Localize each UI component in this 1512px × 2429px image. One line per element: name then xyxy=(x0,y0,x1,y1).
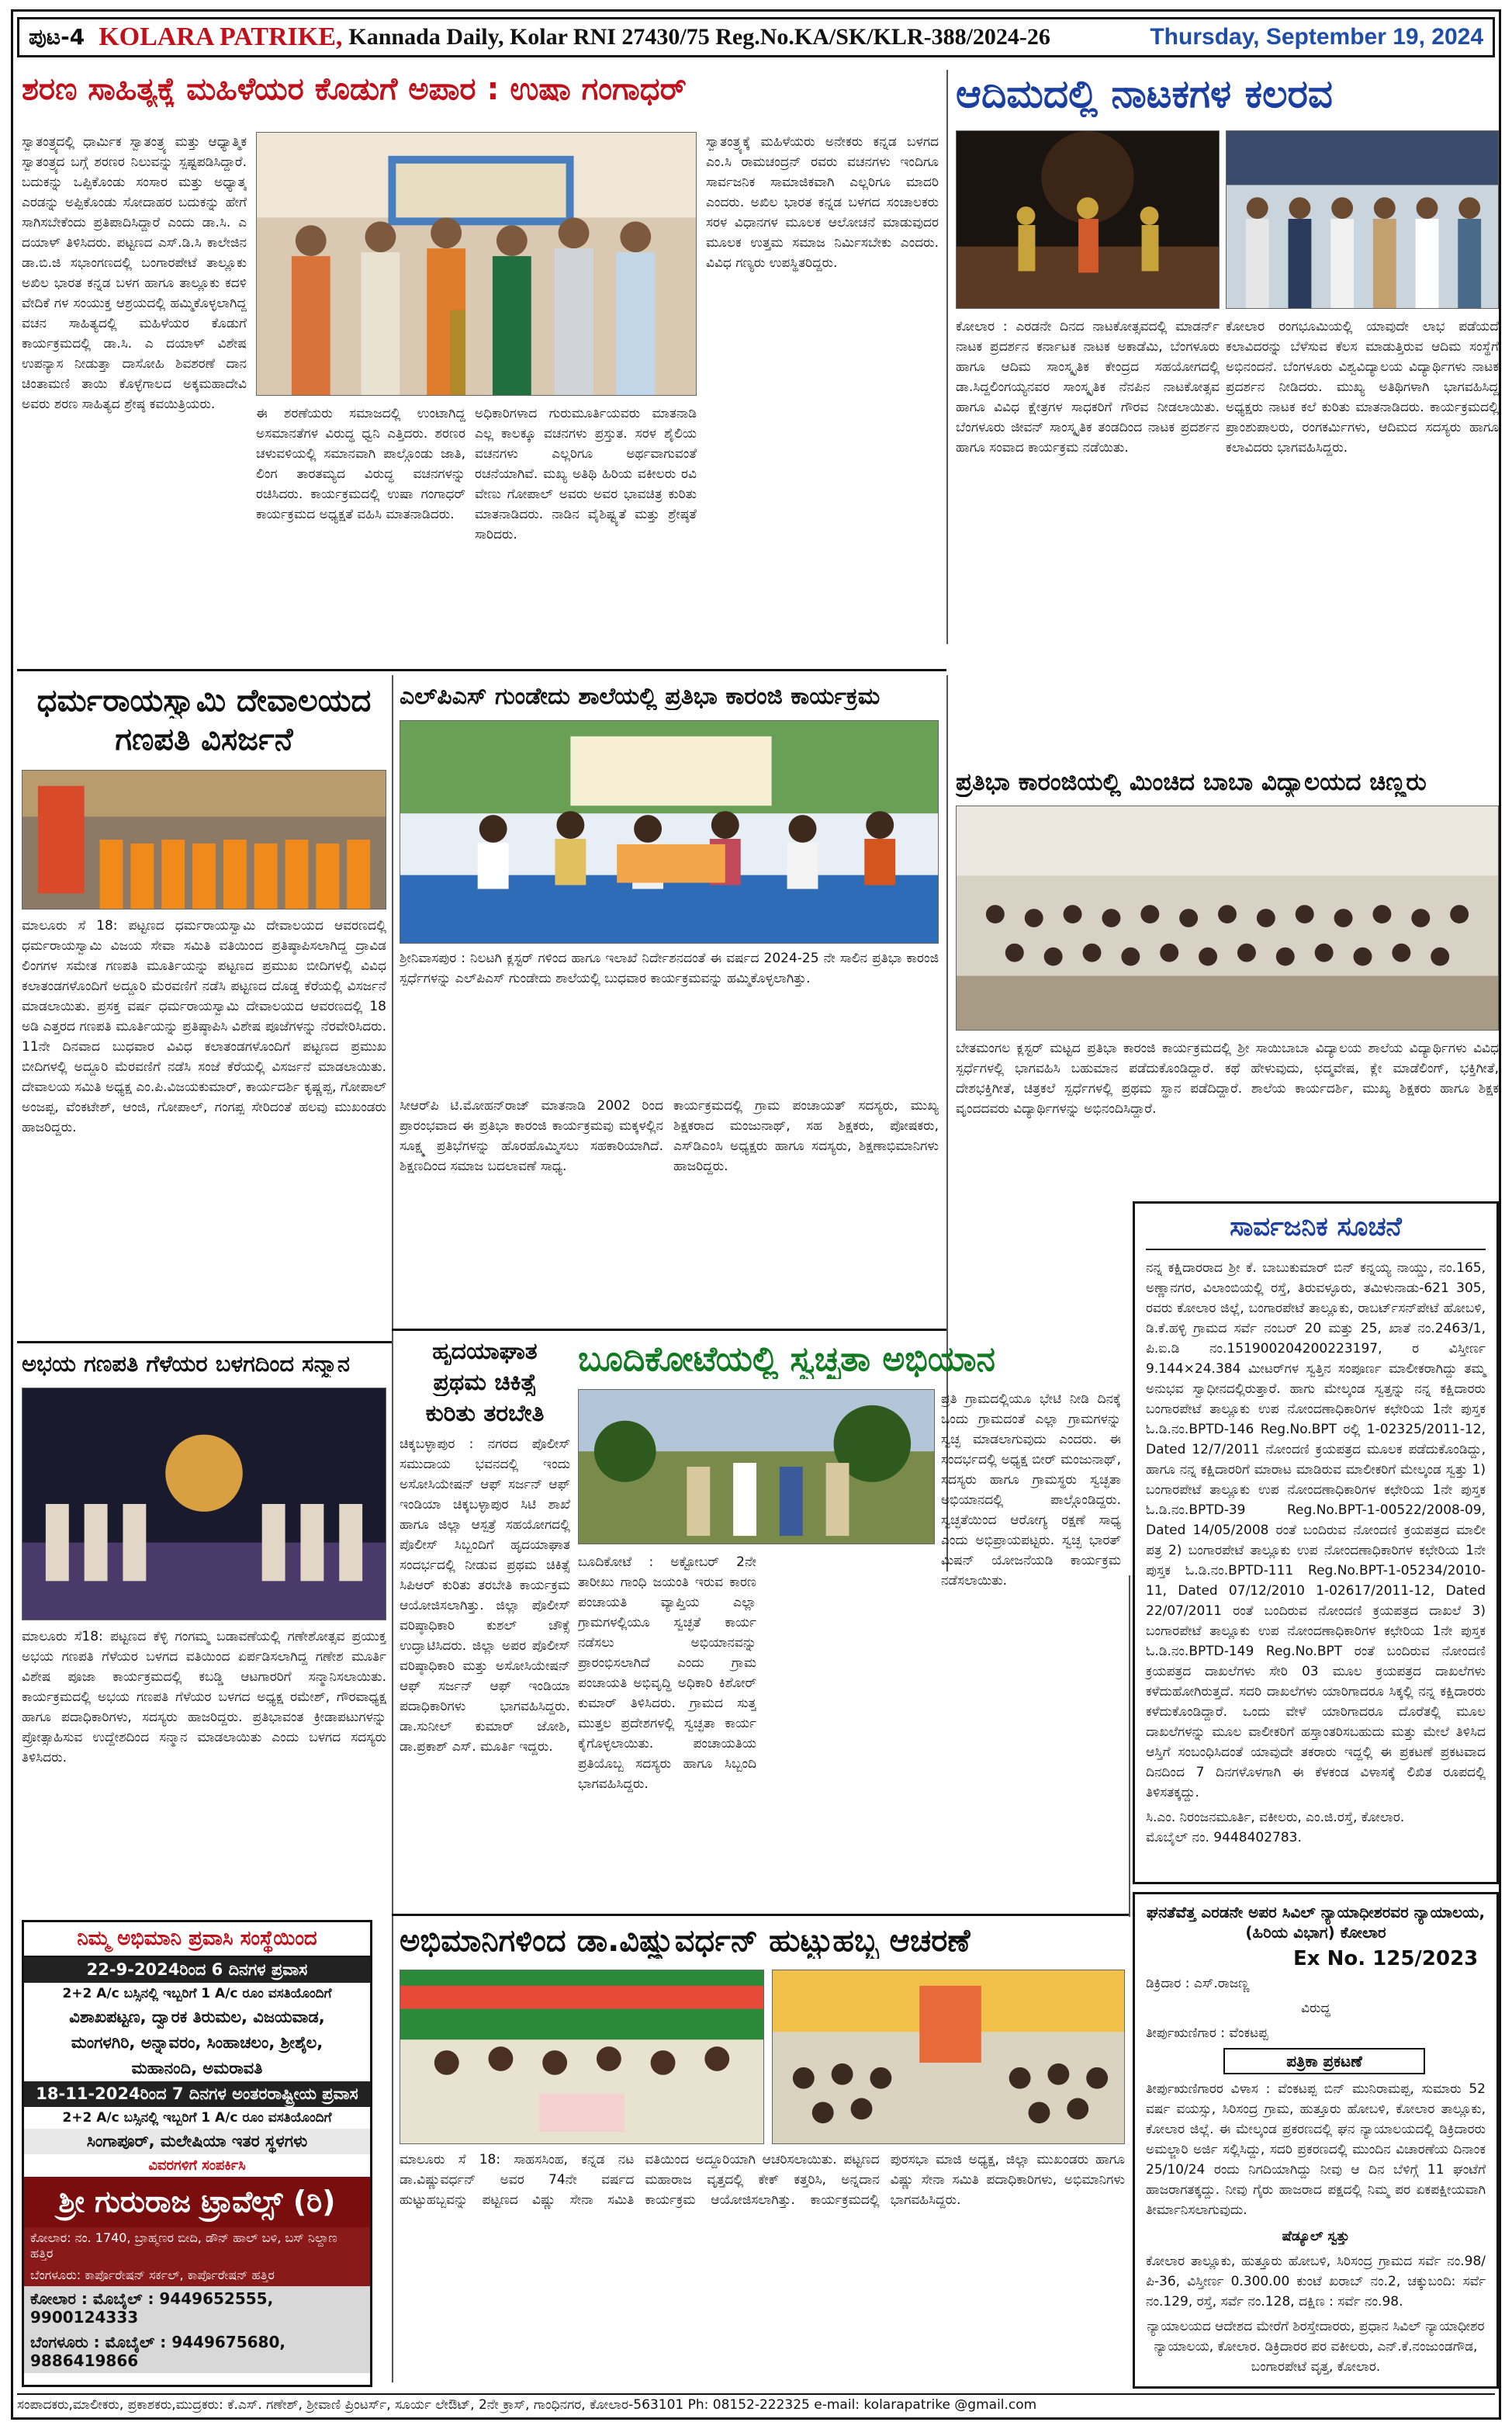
ad-agency-name: ಶ್ರೀ ಗುರುರಾಜ ಟ್ರಾವೆಲ್ಸ್ (ರಿ) xyxy=(24,2177,370,2227)
newspaper-registration: Kannada Daily, Kolar RNI 27430/75 Reg.No.KA/SK/KLR-388/2024-26 xyxy=(348,24,1050,50)
pratibha-headline: ಪ್ರತಿಭಾ ಕಾರಂಜಿಯಲ್ಲಿ ಮಿಂಚಿದ ಬಾಬಾ ವಿದ್ಯಾಲಯದ ಚಿಣ್ಣರು xyxy=(956,768,1427,796)
sharana-headline: ಶರಣ ಸಾಹಿತ್ಯಕ್ಕೆ ಮಹಿಳೆಯರ ಕೊಡುಗೆ ಅಪಾರ : ಉಷಾ ಗಂಗಾಧರ್ xyxy=(22,71,687,107)
vishnu-photo-cake xyxy=(400,1970,764,2144)
ad-trip2-sub: 2+2 A/c ಬಸ್ಸಿನಲ್ಲಿ ಇಬ್ಬರಿಗೆ 1 A/c ರೂಂ ವಸತಿಯೊಂದಿಗೆ xyxy=(62,2110,332,2126)
court-notice xyxy=(1133,1892,1499,2389)
aadimada-col2: ಕೋಲಾರ ರಂಗಭೂಮಿಯಲ್ಲಿ ಯಾವುದೇ ಲಾಭ ಪಡೆಯದೆ ಕಲಾವಿದರನ್ನು ಬೆಳೆಸುವ ಕೆಲಸ ಮಾಡುತ್ತಿರುವ ಆದಿಮ ಸಂಸ್ಥೆಗೆ ಅಭಿನಂದನೆ. ಬೆಂಗಳೂರು ವಿಶ್ವವಿದ್ಯಾಲಯ ವಿದ್ಯಾರ್ಥಿಗಳು ನಾಟಕ ಪ್ರದರ್ಶನ ನೀಡಿದರು. ಮುಖ್ಯ ಅತಿಥಿಗಳಾಗಿ ಭಾಗವಹಿಸಿದ್ದ ಅಧ್ಯಕ್ಷರು ನಾಟಕ ಕಲೆ ಕುರಿತು ಮಾತನಾಡಿದರು. ಕಾರ್ಯಕ್ರಮದಲ್ಲಿ ಪ್ರಾಂಶುಪಾಲರು, ರಂಗಕರ್ಮಿಗಳು, ಆದಿಮದ ಸದಸ್ಯರು ಹಾಗೂ ಕಲಾವಿದರು ಭಾಗವಹಿಸಿದ್ದರು. xyxy=(1226,319,1499,456)
column-divider xyxy=(946,70,948,644)
court-decree-holder: ಡಿಕ್ರಿದಾರ : ಎಸ್.ರಾಜಣ್ಣ xyxy=(1146,1976,1250,1991)
aadimada-guests-photo xyxy=(1226,130,1499,309)
court-order: ನ್ಯಾಯಾಲಯದ ಆದೇಶದ ಮೇರೆಗೆ ಶಿರಸ್ತೇದಾರರು, ಪ್ರಧಾನ ಸಿವಿಲ್ ನ್ಯಾಯಾಧೀಶರ ನ್ಯಾಯಾಲಯ, ಕೋಲಾರ. ಡಿಕ್ರಿದಾರರ ಪರ ವಕೀಲರು, ಎನ್.ಕೆ.ನಂಜುಂಡಗೌಡ, ಬಂಗಾರಪೇಟೆ ವೃತ್ತ, ಕೋಲಾರ. xyxy=(1147,2319,1485,2375)
elpies-col2: ಕಾರ್ಯಕ್ರಮದಲ್ಲಿ ಗ್ರಾಮ ಪಂಚಾಯತ್ ಸದಸ್ಯರು, ಮುಖ್ಯ ಶಿಕ್ಷಕರಾದ ಮಂಜುನಾಥ್, ಸಹ ಶಿಕ್ಷಕರು, ಪೋಷಕರು, ಎಸ್‌ಡಿಎಂಸಿ ಅಧ್ಯಕ್ಷರು ಹಾಗೂ ಸದಸ್ಯರು, ಶಿಕ್ಷಣಾಭಿಮಾನಿಗಳು ಹಾಜರಿದ್ದರು. xyxy=(673,1098,939,1174)
page-footer: ಸಂಪಾದಕರು,ಮಾಲೀಕರು, ಪ್ರಕಾಶಕರು,ಮುದ್ರಕರು: ಕೆ.ಎಸ್. ಗಣೇಶ್, ಶ್ರೀವಾಣಿ ಪ್ರಿಂಟರ್ಸ್, ಸೂರ್ಯ ಲೇಔಟ್, 2ನೇ ಕ್ರಾಸ್, ಗಾಂಧಿನಗರ, ಕೋಲಾರ-563101 Ph: 08152-222325 e-mail: kolarapatrike @gmail.com xyxy=(17,2393,1495,2415)
court-judgment-debtor: ತೀರ್ಪುಋಣಿಗಾರ : ವೆಂಕಟಪ್ಪ xyxy=(1146,2025,1268,2041)
page-number: ಪುಟ-4 xyxy=(29,24,85,50)
ad-trip1-place3: ಮಹಾನಂದಿ, ಅಮರಾವತಿ xyxy=(131,2059,263,2077)
hrudaya-headline-line2: ಪ್ರಥಮ ಚಿಕಿತ್ಸೆ xyxy=(433,1369,537,1396)
sharana-col4: ಸ್ವಾತಂತ್ರ್ಯಕ್ಕೆ ಮಹಿಳೆಯರು ಅನೇಕರು ಕನ್ನಡ ಬಳಗದ ಎಂ.ಸಿ ರಾಮಚಂದ್ರನ್ ರವರು ವಚನಗಳು ಇಂದಿಗೂ ಸಾರ್ವಜನಿಕ ಸಾಮಾಜಿಕವಾಗಿ ಎಲ್ಲರಿಗೂ ಮಾದರಿ ಎಂದರು. ಅಖಿಲ ಭಾರತ ಕನ್ನಡ ಬಳಗದ ಸಂಚಾಲಕರು ಸರಳ ವಿಧಾನಗಳ ಮೂಲಕ ಆಲೋಚನೆ ಮಾಡುವುದರ ಮೂಲಕ ಉತ್ತಮ ಸಮಾಜ ನಿರ್ಮಿಸಬೇಕು ಎಂದರು. ವಿವಿಧ ಗಣ್ಯರು ಉಪಸ್ಥಿತರಿದ್ದರು. xyxy=(706,134,939,271)
vishnu-body: ಮಾಲೂರು ಸೆ 18: ಸಾಹಸಸಿಂಹ, ಕನ್ನಡ ನಟ ಡಾ.ವಿಷ್ಣುವರ್ಧನ್ ಅವರ 74ನೇ ವರ್ಷದ ಹುಟ್ಟುಹಬ್ಬವನ್ನು ಪಟ್ಟಣದ ವಿಷ್ಣು ಸೇನಾ ಸಮಿತಿ ವತಿಯಿಂದ ಅದ್ದೂರಿಯಾಗಿ ಆಚರಿಸಲಾಯಿತು. ಪಟ್ಟಣದ ಮಹಾರಾಜ ವೃತ್ತದಲ್ಲಿ ಕೇಕ್ ಕತ್ತರಿಸಿ, ಅನ್ನದಾನ ಕಾರ್ಯಕ್ರಮ ಆಯೋಜಿಸಲಾಗಿತ್ತು. ಕಾರ್ಯಕ್ರಮದಲ್ಲಿ ಪುರಸಭಾ ಮಾಜಿ ಅಧ್ಯಕ್ಷ, ಜಿಲ್ಲಾ ಮುಖಂಡರು ಹಾಗೂ ವಿಷ್ಣು ಸೇನಾ ಸಮಿತಿ ಪದಾಧಿಕಾರಿಗಳು, ಅಭಿಮಾನಿಗಳು ಭಾಗವಹಿಸಿದ್ದರು. xyxy=(400,2152,1125,2208)
ad-phone-bengaluru: ಬೆಂಗಳೂರು : ಮೊಬೈಲ್ : 9449675680, 9886419866 xyxy=(24,2330,370,2373)
elpies-col1: ಸೀಆರ್‌ಪಿ ಟಿ.ಮೋಹನ್‌ರಾಜ್ ಮಾತನಾಡಿ 2002 ರಿಂದ ಪ್ರಾರಂಭವಾದ ಈ ಪ್ರತಿಭಾ ಕಾರಂಜಿ ಕಾರ್ಯಕ್ರಮವು ಮಕ್ಕಳಲ್ಲಿನ ಸೂಕ್ಷ್ಮ ಪ್ರತಿಭೆಗಳನ್ನು ಹೊರಹೊಮ್ಮಿಸಲು ಸಹಕಾರಿಯಾಗಿದೆ. ಶಿಕ್ಷಣದಿಂದ ಸಮಾಜ ಬದಲಾವಣೆ ಸಾಧ್ಯ. xyxy=(400,1098,663,1174)
row-divider xyxy=(17,669,946,671)
dharmaraya-headline-line1: ಧರ್ಮರಾಯಸ್ವಾಮಿ ದೇವಾಲಯದ xyxy=(36,683,372,719)
issue-date: Thursday, September 19, 2024 xyxy=(1150,24,1483,50)
sharana-col2: ಈ ಶರಣೆಯರು ಸಮಾಜದಲ್ಲಿ ಉಂಟಾಗಿದ್ದ ಅಸಮಾನತೆಗಳ ವಿರುದ್ಧ ಧ್ವನಿ ಎತ್ತಿದರು. ಶರಣರ ಚಳುವಳಿಯಲ್ಲಿ ಸಮಾನವಾಗಿ ಪಾಲ್ಗೊಂಡು ಜಾತಿ, ಲಿಂಗ ತಾರತಮ್ಯದ ವಿರುದ್ಧ ವಚನಗಳನ್ನು ರಚಿಸಿದರು. ಕಾರ್ಯಕ್ರಮದಲ್ಲಿ ಉಷಾ ಗಂಗಾಧರ್ ಕಾರ್ಯಕ್ರಮದ ಅಧ್ಯಕ್ಷತೆ ವಹಿಸಿ ಮಾತನಾಡಿದರು. xyxy=(256,406,465,522)
ad-address-kolar: ಕೋಲಾರ: ನಂ. 1740, ಬ್ರಾಹ್ಮಣರ ಬೀದಿ, ಡೌನ್ ಹಾಲ್ ಬಳಿ, ಬಸ್ ನಿಲ್ದಾಣ ಹತ್ತಿರ xyxy=(24,2227,370,2264)
ad-trip1-date: 22-9-2024ರಿಂದ 6 ದಿನಗಳ ಪ್ರವಾಸ xyxy=(24,1957,370,1983)
public-notice-title: ಸಾರ್ವಜನಿಕ ಸೂಚನೆ xyxy=(1146,1211,1486,1250)
abhaya-body: ಮಾಲೂರು ಸೆ18: ಪಟ್ಟಣದ ಕೆಳ್ಳಿ ಗಂಗಮ್ಮ ಬಡಾವಣೆಯಲ್ಲಿ ಗಣೇಶೋತ್ಸವ ಪ್ರಯುಕ್ತ ಅಭಯ ಗಣಪತಿ ಗೆಳೆಯರ ಬಳಗದ ವತಿಯಿಂದ ಏರ್ಪಡಿಸಲಾಗಿದ್ದ ಗಣೇಶ ಮೂರ್ತಿ ವಿಶೇಷ ಪೂಜಾ ಕಾರ್ಯಕ್ರಮದಲ್ಲಿ ಕಬಡ್ಡಿ ಆಟಗಾರರಿಗೆ ಸನ್ಮಾನಿಸಲಾಯಿತು. ಕಾರ್ಯಕ್ರಮದಲ್ಲಿ ಅಭಯ ಗಣಪತಿ ಗೆಳೆಯರ ಬಳಗದ ಅಧ್ಯಕ್ಷ ರಮೇಶ್, ಗೌರವಾಧ್ಯಕ್ಷ ಹಾಗೂ ಪದಾಧಿಕಾರಿಗಳು, ಸದಸ್ಯರು ಹಾಜರಿದ್ದರು. ಪ್ರತಿಭಾವಂತ ಕ್ರೀಡಾಪಟುಗಳನ್ನು ಪ್ರೋತ್ಸಾಹಿಸುವ ಉದ್ದೇಶದಿಂದ ಸನ್ಮಾನ ಮಾಡಲಾಯಿತು ಎಂದು ಬಳಗದ ಸದಸ್ಯರು ತಿಳಿಸಿದರು. xyxy=(22,1629,386,1765)
aadimada-stage-photo xyxy=(956,130,1220,309)
ad-contact-label: ವಿವರಗಳಿಗೆ ಸಂಪರ್ಕಿಸಿ xyxy=(148,2157,246,2174)
ad-trip1-sub: 2+2 A/c ಬಸ್ಸಿನಲ್ಲಿ ಇಬ್ಬರಿಗೆ 1 A/c ರೂಂ ವಸತಿಯೊಂದಿಗೆ xyxy=(62,1986,332,2001)
masthead xyxy=(17,17,1495,57)
ad-top-line: ನಿಮ್ಮ ಅಭಿಮಾನಿ ಪ್ರವಾಸಿ ಸಂಸ್ಥೆಯಿಂದ xyxy=(24,1922,370,1957)
pratibha-photo xyxy=(956,806,1499,1031)
travel-advertisement xyxy=(22,1920,372,2387)
aadimada-headline: ಆದಿಮದಲ್ಲಿ ನಾಟಕಗಳ ಕಲರವ xyxy=(956,71,1334,116)
hrudaya-headline-line1: ಹೃದಯಾಘಾತ xyxy=(432,1338,538,1365)
row-divider xyxy=(17,1341,392,1343)
elpies-headline: ಎಲ್‌ಪಿಎಸ್ ಗುಂಡೇದು ಶಾಲೆಯಲ್ಲಿ ಪ್ರತಿಭಾ ಕಾರಂಜಿ ಕಾರ್ಯಕ್ರಮ xyxy=(400,683,881,710)
pratibha-body: ಬೇತಮಂಗಲ ಕ್ಲಸ್ಟರ್ ಮಟ್ಟದ ಪ್ರತಿಭಾ ಕಾರಂಜಿ ಕಾರ್ಯಕ್ರಮದಲ್ಲಿ ಶ್ರೀ ಸಾಯಿಬಾಬಾ ವಿದ್ಯಾಲಯ ಶಾಲೆಯ ವಿದ್ಯಾರ್ಥಿಗಳು ವಿವಿಧ ಸ್ಪರ್ಧೆಗಳಲ್ಲಿ ಭಾಗವಹಿಸಿ ಬಹುಮಾನ ಪಡೆದುಕೊಂಡಿದ್ದಾರೆ. ಕಥೆ ಹೇಳುವುದು, ಛದ್ಮವೇಷ, ಕ್ಲೇ ಮಾಡೆಲಿಂಗ್, ಭಕ್ತಿಗೀತೆ, ದೇಶಭಕ್ತಿಗೀತೆ, ಚಿತ್ರಕಲೆ ಸ್ಪರ್ಧೆಗಳಲ್ಲಿ ಪ್ರಥಮ ಸ್ಥಾನ ಪಡೆದಿದ್ದಾರೆ. ಶಾಲೆಯ ಕಾರ್ಯದರ್ಶಿ, ಮುಖ್ಯ ಶಿಕ್ಷಕರು ಹಾಗೂ ಶಿಕ್ಷಕ ವೃಂದದವರು ವಿದ್ಯಾರ್ಥಿಗಳನ್ನು ಅಭಿನಂದಿಸಿದ್ದಾರೆ. xyxy=(956,1041,1499,1117)
court-schedule-label: ಷೆಡ್ಯೂಲ್ ಸ್ವತ್ತು xyxy=(1282,2229,1350,2244)
sharana-photo xyxy=(256,132,697,396)
public-notice-signature: ಸಿ.ಎಂ. ನಿರಂಜನಮೂರ್ತಿ, ವಕೀಲರು, ಎಂ.ಜಿ.ರಸ್ತೆ, ಕೋಲಾರ. xyxy=(1146,1810,1405,1825)
abhaya-photo xyxy=(22,1388,386,1620)
newspaper-name: KOLARA PATRIKE, xyxy=(99,23,343,51)
dharmaraya-body: ಮಾಲೂರು ಸೆ 18: ಪಟ್ಟಣದ ಧರ್ಮರಾಯಸ್ವಾಮಿ ದೇವಾಲಯದ ಆವರಣದಲ್ಲಿ ಧರ್ಮರಾಯಸ್ವಾಮಿ ವಿಜಯ ಸೇವಾ ಸಮಿತಿ ವತಿಯಿಂದ ಪ್ರತಿಷ್ಠಾಪಿಸಲಾಗಿದ್ದ ದ್ರಾವಿಡ ಲಿಂಗಗಳ ಸಮೇತ ಗಣಪತಿ ಮೂರ್ತಿಯನ್ನು ಪಟ್ಟಣದ ಪ್ರಮುಖ ಬೀದಿಗಳಲ್ಲಿ ವಿವಿಧ ಕಲಾತಂಡಗಳೊಂದಿಗೆ ಅದ್ದೂರಿ ಮೆರವಣಿಗೆ ನಡೆಸಿ ಪಟ್ಟಣದ ದೊಡ್ಡ ಕೆರೆಯಲ್ಲಿ ವಿಸರ್ಜನೆ ಮಾಡಲಾಯಿತು. ಪ್ರಸಕ್ತ ವರ್ಷ ಧರ್ಮರಾಯಸ್ವಾಮಿ ದೇವಾಲಯದ ಆವರಣದಲ್ಲಿ 18 ಅಡಿ ಎತ್ತರದ ಗಣಪತಿ ಮೂರ್ತಿಯನ್ನು ಪ್ರತಿಷ್ಠಾಪಿಸಿ ವಿಶೇಷ ಪೂಜೆಗಳನ್ನು ನೆರವೇರಿಸಿದರು. 11ನೇ ದಿನವಾದ ಬುಧವಾರ ವಿವಿಧ ಕಲಾತಂಡಗಳೊಂದಿಗೆ ಪಟ್ಟಣದ ಪ್ರಮುಖ ಬೀದಿಗಳಲ್ಲಿ ಅದ್ದೂರಿ ಮೆರವಣಿಗೆ ನಡೆಸಿ ಸಂಜೆ ಕೆರೆಯಲ್ಲಿ ವಿಸರ್ಜನೆ ಮಾಡಲಾಯಿತು. ದೇವಾಲಯ ಸಮಿತಿ ಅಧ್ಯಕ್ಷ ಎಂ.ಪಿ.ವಿಜಯಕುಮಾರ್, ಕಾರ್ಯದರ್ಶಿ ಕೃಷ್ಣಪ್ಪ, ಗೋಪಾಲ್ ಅಂಜಪ್ಪ, ವೆಂಕಟೇಶ್, ಆಂಜಿ, ಗೋಪಾಲ್, ಗಂಗಪ್ಪ ಸೇರಿದಂತೆ ಹಲವು ಮುಖಂಡರು ಹಾಜರಿದ್ದರು. xyxy=(22,918,386,1135)
boodikote-headline: ಬೂದಿಕೋಟೆಯಲ್ಲಿ ಸ್ವಚ್ಛತಾ ಅಭಿಯಾನ xyxy=(578,1339,995,1379)
vishnu-headline: ಅಭಿಮಾನಿಗಳಿಂದ ಡಾ.ವಿಷ್ಣುವರ್ಧನ್ ಹುಟ್ಟುಹಬ್ಬ ಆಚರಣೆ xyxy=(400,1923,971,1959)
column-divider xyxy=(1129,1575,1130,1917)
court-schedule: ಕೋಲಾರ ತಾಲ್ಲೂಕು, ಹುತ್ತೂರು ಹೋಬಳಿ, ಸಿರಿಸಂದ್ರ ಗ್ರಾಮದ ಸರ್ವೆ ನಂ.98/ಪಿ-36, ವಿಸ್ತೀರ್ಣ 0.300.00 ಕುಂಟೆ ಖರಾಬ್ ನಂ.2, ಚಕ್ಕುಬಂದಿ: ಸರ್ವೆ ನಂ.129, ರಸ್ತೆ, ಸರ್ವೆ ನಂ.128, ದಕ್ಷಿಣ : ಸರ್ವೆ ನಂ.98. xyxy=(1146,2254,1486,2309)
row-divider xyxy=(392,1914,1129,1916)
elpies-caption: ಶ್ರೀನಿವಾಸಪುರ : ನಿಲಟಗಿ ಕ್ಲಸ್ಟರ್ ಗಳಿಂದ ಹಾಗೂ ಇಲಾಖೆ ನಿರ್ದೇಶನದಂತೆ ಈ ವರ್ಷದ 2024-25 ನೇ ಸಾಲಿನ ಪ್ರತಿಭಾ ಕಾರಂಜಿ ಸ್ಪರ್ಧೆಗಳನ್ನು ಎಲ್‌ಪಿಎಸ್ ಗುಂಡೇದು ಶಾಲೆಯಲ್ಲಿ ಬುಧವಾರ ಕಾರ್ಯಕ್ರಮವನ್ನು ಹಮ್ಮಿಕೊಳ್ಳಲಾಗಿತ್ತು. xyxy=(400,951,939,986)
hrudaya-headline-line3: ಕುರಿತು ತರಬೇತಿ xyxy=(425,1400,545,1427)
boodikote-col1: ಬೂದಿಕೋಟೆ : ಅಕ್ಟೋಬರ್ 2ನೇ ತಾರೀಖು ಗಾಂಧಿ ಜಯಂತಿ ಇರುವ ಕಾರಣ ಪಂಚಾಯತಿ ವ್ಯಾಪ್ತಿಯ ಎಲ್ಲಾ ಗ್ರಾಮಗಳಲ್ಲಿಯೂ ಸ್ವಚ್ಛತೆ ಕಾರ್ಯ ನಡೆಸಲು ಅಭಿಯಾನವನ್ನು ಪ್ರಾರಂಭಿಸಲಾಗಿದೆ ಎಂದು ಗ್ರಾಮ ಪಂಚಾಯತಿ ಅಭಿವೃದ್ಧಿ ಅಧಿಕಾರಿ ಕಿಶೋರ್ ಕುಮಾರ್ ತಿಳಿಸಿದರು. ಗ್ರಾಮದ ಸುತ್ತ ಮುತ್ತಲ ಪ್ರದೇಶಗಳಲ್ಲಿ ಸ್ವಚ್ಛತಾ ಕಾರ್ಯ ಕೈಗೊಳ್ಳಲಾಯಿತು. ಪಂಚಾಯತಿಯ ಪ್ರತಿಯೊಬ್ಬ ಸದಸ್ಯರು ಹಾಗೂ ಸಿಬ್ಬಂದಿ ಭಾಗವಹಿಸಿದ್ದರು. xyxy=(578,1554,756,1792)
row-divider xyxy=(392,1329,946,1331)
sharana-col1: ಸ್ವಾತಂತ್ರ್ಯದಲ್ಲಿ ಧಾರ್ಮಿಕ ಸ್ವಾತಂತ್ರ್ಯ ಮತ್ತು ಆಧ್ಯಾತ್ಮಿಕ ಸ್ವಾತಂತ್ರ್ಯದ ಬಗ್ಗೆ ಶರಣರ ನಿಲುವನ್ನು ಸ್ಪಷ್ಟಪಡಿಸಿದ್ದಾರೆ. ಬದುಕನ್ನು ಒಪ್ಪಿಕೊಂಡು ಸಂಸಾರ ಮತ್ತು ಅಧ್ಯಾತ್ಮ ಎರಡನ್ನು ಅಪ್ಪಿಕೊಂಡು ಸೋದಾಹರ ಬದುಕನ್ನು ಹೇಗೆ ಸಾಗಿಸಬೇಕೆಂದು ಪ್ರತಿಪಾದಿಸಿದ್ದಾರೆ ಎಂದು ಡಾ.ಸಿ. ಎ ದಯಾಳ್ ತಿಳಿಸಿದರು. ಪಟ್ಟಣದ ಎಸ್.ಡಿ.ಸಿ ಕಾಲೇಜಿನ ಡಾ.ಬಿ.ಜಿ ಸಭಾಂಗಣದಲ್ಲಿ ಬಂಗಾರಪೇಟೆ ತಾಲ್ಲೂಕು ಅಖಿಲ ಭಾರತ ಕನ್ನಡ ಬಳಗ ಹಾಗೂ ತಾಲ್ಲೂಕು ಕದಳಿ ವೇದಿಕೆ ಗಳ ಸಂಯುಕ್ತ ಆಶ್ರಯದಲ್ಲಿ ಹಮ್ಮಿಕೊಳ್ಳಲಾಗಿದ್ದ ವಚನ ಸಾಹಿತ್ಯದಲ್ಲಿ ಮಹಿಳೆಯರ ಕೊಡುಗೆ ಕಾರ್ಯಕ್ರಮದಲ್ಲಿ ಡಾ.ಸಿ. ಎ ದಯಾಳ್ ವಿಶೇಷ ಉಪನ್ಯಾಸ ನೀಡುತ್ತಾ ದಾಸೋಹಿ ಶಿವಶರಣೆ ದಾನ ಚಿಂತಾಮಣಿ ತಾಯಿ ಕೊಳ್ಳೆಗಾಲದ ಅಕ್ಕಮಹಾದೇವಿ ಅವರು ಶರಣ ಸಾಹಿತ್ಯದ ಶ್ರೇಷ್ಠ ಕವಯಿತ್ರಿಯರು. xyxy=(22,134,247,412)
court-versus: ವಿರುದ್ಧ xyxy=(1301,2001,1330,2016)
ad-address-bengaluru: ಬೆಂಗಳೂರು: ಕಾರ್ಪೊರೇಷನ್ ಸರ್ಕಲ್, ಕಾರ್ಪೊರೇಷನ್ ಹತ್ತಿರ xyxy=(24,2264,370,2286)
public-notice-body: ನನ್ನ ಕಕ್ಷಿದಾರರಾದ ಶ್ರೀ ಕೆ. ಬಾಬುಕುಮಾರ್ ಬಿನ್ ಕನ್ನಯ್ಯ ನಾಯ್ಡು, ನಂ.165, ಅಣ್ಣಾನಗರ, ವಿಲಾಂಬಿಯಲ್ಲಿ ರಸ್ತೆ, ತಿರುವಳ್ಳೂರು, ತಮಿಳುನಾಡು-621 305, ರವರು ಕೋಲಾರ ಜಿಲ್ಲೆ, ಬಂಗಾರಪೇಟೆ ತಾಲ್ಲೂಕು, ರಾಬರ್ಟ್‌ಸನ್‌ಪೇಟೆ ಹೋಬಳಿ, ಡಿ.ಕೆ.ಹಳ್ಳಿ ಗ್ರಾಮದ ಸರ್ವೆ ನಂಬರ್ 20 ಮತ್ತು 25, ಖಾತೆ ನಂ.2463/1, ಪಿ.ಐ.ಡಿ ನಂ.151900204200223197, ರ ವಿಸ್ತೀರ್ಣ 9.144×24.384 ಮೀಟರ್‌ಗಳ ಸ್ವತ್ತಿನ ಸಂಪೂರ್ಣ ಮಾಲೀಕರಾಗಿದ್ದು ತಮ್ಮ ಅನುಭವ ಸ್ವಾಧೀನದಲ್ಲಿರುತ್ತಾರೆ. ಹಾಗು ಮೇಲ್ಕಂಡ ಸ್ವತ್ತನ್ನು ನನ್ನ ಕಕ್ಷಿದಾರರು ಬಂಗಾರಪೇಟೆ ತಾಲ್ಲೂಕು ಉಪ ನೋಂದಣಾಧಿಕಾರಿಗಳ ಕಛೇರಿಯ 1ನೇ ಪುಸ್ತಕ ಓ.ಡಿ.ನಂ.BPTD-146 Reg.No.BPT ರಲ್ಲಿ 1-02325/2011-12, Dated 12/7/2011 ನೋಂದಣಿ ಕ್ರಯಪತ್ರದ ಮೂಲಕ ಪಡೆದುಕೊಂಡಿದ್ದು, ಹಾಗೂ ನನ್ನ ಕಕ್ಷಿದಾರರಿಗೆ ಮಾರಾಟ ಮಾಡಿರುವ ಮಾಲೀಕರಿಗೆ ಮೇಲ್ಕಂಡ ಸ್ವತ್ತು 1) ಬಂಗಾರಪೇಟೆ ತಾಲ್ಲೂಕು ಉಪ ನೋಂದಣಾಧಿಕಾರಿಗಳ ಕಛೇರಿಯ 1ನೇ ಪುಸ್ತಕ ಓ.ಡಿ.ನಂ.BPTD-39 Reg.No.BPT-1-00522/2008-09, Dated 14/05/2008 ರಂತೆ ಬಂದಿರುವ ನೋಂದಣಿ ಕ್ರಯಪತ್ರದ ಮಾಲೀ ಪತ್ರ 2) ಬಂಗಾರಪೇಟೆ ತಾಲ್ಲೂಕು ಉಪ ನೋಂದಣಾಧಿಕಾರಿಗಳ ಕಛೇರಿಯ 1ನೇ ಪುಸ್ತಕ ಓ.ಡಿ.ನಂ.BPTD-111 Reg.No.BPT-1-05234/2010-11, Dated 07/12/2010 1-02617/2011-12, Dated 22/07/2011 ರಂತೆ ಬಂದಿರುವ ನೋಂದಣಿ ಕ್ರಯಪತ್ರದ ದಾಖಲೆ 3) ಬಂಗಾರಪೇಟೆ ತಾಲ್ಲೂಕು ಉಪ ನೋಂದಣಾಧಿಕಾರಿಗಳ ಕಛೇರಿಯ 1ನೇ ಪುಸ್ತಕ ಓ.ಡಿ.ನಂ.BPTD-149 Reg.No.BPT ರಂತೆ ಬಂದಿರುವ ನೋಂದಣಿ ಕ್ರಯಪತ್ರದ ದಾಖಲೆಗಳು ಸೇರಿ 03 ಮೂಲ ಕ್ರಯಪತ್ರದ ದಾಖಲೆಗಳು ಕಳೆದುಹೋಗಿರುತ್ತದೆ. ಸದರಿ ದಾಖಲೆಗಳು ಯಾರಿಗಾದರೂ ಸಿಕ್ಕಲ್ಲಿ ನನ್ನ ಕಕ್ಷಿದಾರರು ಕಳೆದುಕೊಂಡಿದ್ದಾರೆ. ಒಂದು ವೇಳೆ ಯಾರಿಗಾದರೂ ದೊರೆತಲ್ಲಿ ಮೂಲ ದಾಖಲೆಗಳನ್ನು ಮೂಲ ವಾಲೀಕರಿಗೆ ಹಸ್ತಾಂತರಿಸಬಹುದು ಮತ್ತು ಮೇಲೆ ತಿಳಿಸಿದ ಆಸ್ತಿಗೆ ಸಂಬಂಧಿಸಿದಂತೆ ಯಾವುದೇ ತಕರಾರು ಇದ್ದಲ್ಲಿ ಈ ಪ್ರಕಟಣೆ ಪ್ರಕಟವಾದ ದಿನದಿಂದ 7 ದಿನಗಳೊಳಗಾಗಿ ಈ ಕೆಳಕಂಡ ವಿಳಾಸಕ್ಕೆ ಲಿಖಿತ ರೂಪದಲ್ಲಿ ತಿಳಿಸತಕ್ಕದ್ದು. xyxy=(1146,1260,1486,1800)
court-press-notice-label: ಪತ್ರಿಕಾ ಪ್ರಕಟಣೆ xyxy=(1223,2048,1425,2074)
ad-trip1-place1: ವಿಶಾಖಪಟ್ಟಣ, ದ್ವಾರಕ ತಿರುಮಲ, ವಿಜಯವಾಡ, xyxy=(69,2008,325,2026)
aadimada-col1: ಕೋಲಾರ : ಎರಡನೇ ದಿನದ ನಾಟಕೋತ್ಸವದಲ್ಲಿ ಮಾಡರ್ನ್ ನಾಟಕ ಪ್ರದರ್ಶನ ಕರ್ನಾಟಕ ನಾಟಕ ಅಕಾಡೆಮಿ, ಬೆಂಗಳೂರು ಹಾಗೂ ಆದಿಮ ಸಾಂಸ್ಕೃತಿಕ ಕೇಂದ್ರದ ಸಹಯೋಗದಲ್ಲಿ ಡಾ.ಸಿದ್ದಲಿಂಗಯ್ಯನವರ ಸಾಂಸ್ಕೃತಿಕ ನೆನಪಿನ ನಾಟಕೋತ್ಸವ ಹಾಗೂ ವಿವಿಧ ಕ್ಷೇತ್ರಗಳ ಸಾಧಕರಿಗೆ ಗೌರವ ನೀಡಲಾಯಿತು. ಬೆಂಗಳೂರು ಜೀವನ್ ಸಾಂಸ್ಕೃತಿಕ ತಂಡದಿಂದ ನಾಟಕ ಪ್ರದರ್ಶನ ಹಾಗೂ ಸಂವಾದ ಕಾರ್ಯಕ್ರಮ ನಡೆಯಿತು. xyxy=(956,319,1220,456)
column-divider xyxy=(392,675,393,2382)
dharmaraya-photo xyxy=(22,770,386,910)
court-notice-body: ತೀರ್ಪುಋಣಿಗಾರರ ವಿಳಾಸ : ವೆಂಕಟಪ್ಪ ಬಿನ್ ಮುನಿರಾಮಪ್ಪ, ಸುಮಾರು 52 ವರ್ಷ ವಯಸ್ಸು, ಸಿರಿಸಂದ್ರ ಗ್ರಾಮ, ಹುತ್ತೂರು ಹೋಬಳಿ, ಕೋಲಾರ ತಾಲ್ಲೂಕು, ಕೋಲಾರ ಜಿಲ್ಲೆ. ಈ ಮೇಲ್ಕಂಡ ಪ್ರಕರಣದಲ್ಲಿ ಘನ ನ್ಯಾಯಾಲಯದಲ್ಲಿ ಡಿಕ್ರಿದಾರರು ಅಮಲ್ಜಾರಿ ಅರ್ಜಿ ಸಲ್ಲಿಸಿದ್ದು, ಸದರಿ ಪ್ರಕರಣದಲ್ಲಿ ಮುಂದಿನ ವಿಚಾರಣೆಯ ದಿನಾಂಕ 25/10/24 ರಂದು ನಿಗದಿಯಾಗಿದ್ದು ನೀವು ಆ ದಿನ ಬೆಳಿಗ್ಗೆ 11 ಘಂಟೆಗೆ ಹಾಜರಾಗತಕ್ಕದ್ದು. ನೀವು ಗೈರು ಹಾಜರಾದ ಪಕ್ಷದಲ್ಲಿ ನಿಮ್ಮ ಪರ ಏಕಪಕ್ಷೀಯವಾಗಿ ತೀರ್ಮಾನಿಸಲಾಗುವುದು. xyxy=(1146,2081,1486,2218)
ad-trip1-place2: ಮಂಗಳಗಿರಿ, ಅನ್ನಾವರಂ, ಸಿಂಹಾಚಲಂ, ಶ್ರೀಶೈಲ, xyxy=(71,2033,324,2052)
sharana-col3: ಅಧಿಕಾರಿಗಳಾದ ಗುರುಮೂರ್ತಿಯವರು ಮಾತನಾಡಿ ಎಲ್ಲ ಕಾಲಕ್ಕೂ ವಚನಗಳು ಪ್ರಸ್ತುತ. ಸರಳ ಶೈಲಿಯ ವಚನಗಳು ಎಲ್ಲರಿಗೂ ಅರ್ಥವಾಗುವಂತೆ ರಚನೆಯಾಗಿವೆ. ಮಖ್ಯ ಅತಿಥಿ ಹಿರಿಯ ವಕೀಲರು ರವಿ ವೇಣು ಗೋಪಾಲ್ ಅವರು ಅವರ ಭಾವಚಿತ್ರ ಕುರಿತು ಮಾತನಾಡಿದರು. ನಾಡಿನ ವೈಶಿಷ್ಟ್ಯತೆ ಮತ್ತು ಶ್ರೇಷ್ಠತೆ ಸಾರಿದರು. xyxy=(475,406,697,542)
boodikote-col2: ಪ್ರತಿ ಗ್ರಾಮದಲ್ಲಿಯೂ ಭೇಟಿ ನೀಡಿ ದಿನಕ್ಕೆ ಒಂದು ಗ್ರಾಮದಂತೆ ಎಲ್ಲಾ ಗ್ರಾಮಗಳನ್ನು ಸ್ವಚ್ಛ ಮಾಡಲಾಗುವುದು ಎಂದರು. ಈ ಸಂದರ್ಭದಲ್ಲಿ ಅಧ್ಯಕ್ಷ ಬೀರ್ ಮಂಜುನಾಥ್, ಸದಸ್ಯರು ಹಾಗೂ ಗ್ರಾಮಸ್ಥರು ಸ್ವಚ್ಛತಾ ಅಭಿಯಾನದಲ್ಲಿ ಪಾಲ್ಗೊಂಡಿದ್ದರು. ಸ್ವಚ್ಛತೆಯಿಂದ ಆರೋಗ್ಯ ರಕ್ಷಣೆ ಸಾಧ್ಯ ಎಂದು ಅಭಿಪ್ರಾಯಪಟ್ಟರು. ಸ್ವಚ್ಛ ಭಾರತ್ ಮಿಷನ್ ಯೋಜನೆಯಡಿ ಕಾರ್ಯಕ್ರಮ ನಡೆಸಲಾಯಿತು. xyxy=(941,1391,1121,1589)
court-notice-head: ಘನತೆವೆತ್ತ ಎರಡನೇ ಅಪರ ಸಿವಿಲ್ ನ್ಯಾಯಾಧೀಶರವರ ನ್ಯಾಯಾಲಯ, (ಹಿರಿಯ ವಿಭಾಗ) ಕೋಲಾರ xyxy=(1146,1903,1486,1942)
ad-trip2-place: ಸಿಂಗಾಪೂರ್, ಮಲೇಷಿಯಾ ಇತರ ಸ್ಥಳಗಳು xyxy=(24,2129,370,2154)
ad-phone-kolar: ಕೋಲಾರ : ಮೊಬೈಲ್ : 9449652555, 9900124333 xyxy=(24,2286,370,2330)
elpies-photo xyxy=(400,720,939,944)
ad-trip2-date: 18-11-2024ರಿಂದ 7 ದಿನಗಳ ಅಂತರರಾಷ್ಟ್ರೀಯ ಪ್ರವಾಸ xyxy=(24,2081,370,2107)
public-notice-mobile: ಮೊಬೈಲ್ ನಂ. 9448402783. xyxy=(1146,1830,1302,1845)
hrudaya-body: ಚಿಕ್ಕಬಳ್ಳಾಪುರ : ನಗರದ ಪೊಲೀಸ್ ಸಮುದಾಯ ಭವನದಲ್ಲಿ ಇಂದು ಅಸೋಸಿಯೇಷನ್ ಆಫ್ ಸರ್ಜನ್ ಆಫ್ ಇಂಡಿಯಾ ಚಿಕ್ಕಬಳ್ಳಾಪುರ ಸಿಟಿ ಶಾಖೆ ಹಾಗೂ ಜಿಲ್ಲಾ ಆಸ್ಪತ್ರೆ ಸಹಯೋಗದಲ್ಲಿ ಪೊಲೀಸ್ ಸಿಬ್ಬಂದಿಗೆ ಹೃದಯಾಘಾತ ಸಂದರ್ಭದಲ್ಲಿ ನೀಡುವ ಪ್ರಥಮ ಚಿಕಿತ್ಸೆ ಸಿಪಿಆರ್ ಕುರಿತು ತರಬೇತಿ ಕಾರ್ಯಕ್ರಮ ಆಯೋಜಿಸಲಾಗಿತ್ತು. ಜಿಲ್ಲಾ ಪೊಲೀಸ್ ವರಿಷ್ಠಾಧಿಕಾರಿ ಕುಶಲ್ ಚೌಕ್ಸೆ ಉದ್ಘಾಟಿಸಿದರು. ಜಿಲ್ಲಾ ಅಪರ ಪೊಲೀಸ್ ವರಿಷ್ಠಾಧಿಕಾರಿ ಮತ್ತು ಅಸೋಸಿಯೇಷನ್ ಆಫ್ ಸರ್ಜನ್ ಆಫ್ ಇಂಡಿಯಾ ಪದಾಧಿಕಾರಿಗಳು ಭಾಗವಹಿಸಿದ್ದರು. ಡಾ.ಸುನೀಲ್ ಕುಮಾರ್ ಜೋಶಿ, ಡಾ.ಪ್ರಕಾಶ್ ಎಸ್. ಮೂರ್ತಿ ಇದ್ದರು. xyxy=(400,1436,570,1755)
court-case-number: Ex No. 125/2023 xyxy=(1293,1947,1479,1970)
abhaya-headline: ಅಭಯ ಗಣಪತಿ ಗೆಳೆಯರ ಬಳಗದಿಂದ ಸನ್ಮಾನ xyxy=(22,1350,351,1377)
dharmaraya-headline-line2: ಗಣಪತಿ ವಿಸರ್ಜನೆ xyxy=(115,722,293,757)
vishnu-photo-children xyxy=(772,1970,1125,2144)
public-notice xyxy=(1133,1201,1499,1884)
